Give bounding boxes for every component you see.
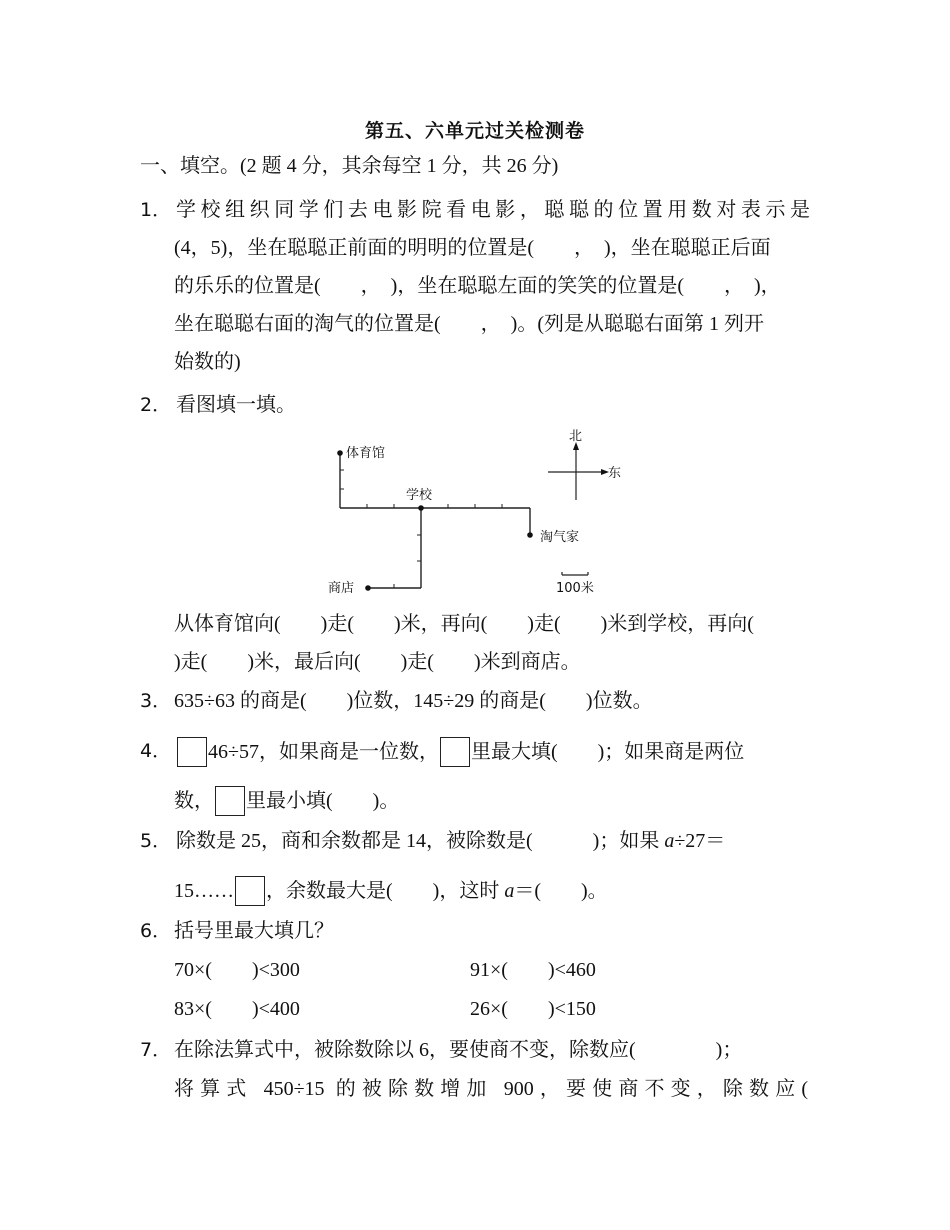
shop-label: 商店: [328, 581, 355, 596]
q5-text-e: ＝( )。: [514, 880, 608, 902]
q6-item-4: 26×( )<150: [470, 998, 596, 1020]
q5-text-d: ，余数最大是( )，这时: [266, 880, 505, 902]
q4-text-b: 里最大填( )；如果商是两位: [470, 741, 745, 763]
q4-text-d: 里最小填( )。: [246, 790, 400, 812]
q1-line-4: 坐在聪聪右面的淘气的位置是( ， )。(列是从聪聪右面第 1 列开: [174, 313, 764, 335]
east-label: 东: [608, 466, 622, 481]
q5-text-b: ÷27＝: [674, 830, 726, 852]
q6-item-2: 91×( )<460: [470, 959, 596, 981]
answer-box[interactable]: [440, 737, 470, 767]
q4-line-2: [174, 786, 399, 816]
q2-line-1: 看图填一填。: [176, 394, 296, 416]
north-label: 北: [569, 429, 583, 444]
scale-bar: [562, 572, 588, 575]
answer-box[interactable]: [215, 786, 245, 816]
q6-line-1: 括号里最大填几？: [174, 920, 334, 942]
q2-line-3: )走( )米，最后向( )走( )米到商店。: [174, 651, 581, 673]
q1-line-3: 的乐乐的位置是( ， )，坐在聪聪左面的笑笑的位置是( ， )，: [174, 275, 781, 297]
home-label: 淘气家: [540, 530, 580, 545]
q1-line-2: (4，5)，坐在聪聪正前面的明明的位置是( ， )，坐在聪聪正后面: [174, 237, 771, 259]
q7-line-2: 将算式 450÷15 的被除数增加 900，要使商不变，除数应(: [174, 1078, 808, 1100]
compass: [548, 447, 604, 500]
q5-variable: a: [664, 830, 675, 852]
answer-box[interactable]: [177, 737, 207, 767]
gym-point: [337, 450, 343, 456]
q5-variable: a: [504, 880, 515, 902]
gym-label: 体育馆: [346, 446, 386, 461]
q4-line-1: [176, 737, 744, 767]
home-point: [527, 532, 533, 538]
route-map-diagram: [320, 420, 640, 605]
question-number-3: 3．: [140, 690, 172, 712]
question-number-6: 6．: [140, 920, 172, 942]
q1-line-5: 始数的): [174, 351, 241, 373]
section-heading: 一、填空。(2 题 4 分，其余每空 1 分，共 26 分): [140, 155, 559, 177]
q1-line-1: 学校组织同学们去电影院看电影，聪聪的位置用数对表示是: [176, 199, 810, 221]
question-number-7: 7．: [140, 1039, 172, 1061]
scale-label: 100米: [556, 581, 594, 596]
q4-text-c: 数，: [174, 790, 214, 812]
page-title: 第五、六单元过关检测卷: [364, 120, 585, 142]
question-number-4: 4．: [140, 740, 172, 762]
q5-line-2: [174, 876, 608, 906]
question-number-5: 5．: [140, 830, 172, 852]
question-number-2: 2．: [140, 394, 172, 416]
q6-item-3: 83×( )<400: [174, 998, 300, 1020]
shop-point: [365, 585, 371, 591]
q3-line-1: 635÷63 的商是( )位数，145÷29 的商是( )位数。: [174, 690, 653, 712]
q5-text-a: 除数是 25，商和余数都是 14，被除数是( )；如果: [176, 830, 665, 852]
q4-text-a: 46÷57，如果商是一位数，: [208, 741, 439, 763]
q6-item-1: 70×( )<300: [174, 959, 300, 981]
q5-text-c: 15……: [174, 880, 234, 902]
school-point: [418, 505, 424, 511]
q5-line-1: [176, 827, 725, 855]
q7-line-1: 在除法算式中，被除数除以 6，要使商不变，除数应( )；: [174, 1039, 743, 1061]
answer-box[interactable]: [235, 876, 265, 906]
school-label: 学校: [406, 488, 433, 503]
question-number-1: 1．: [140, 199, 172, 221]
q2-line-2: 从体育馆向( )走( )米，再向( )走( )米到学校，再向(: [174, 613, 754, 635]
